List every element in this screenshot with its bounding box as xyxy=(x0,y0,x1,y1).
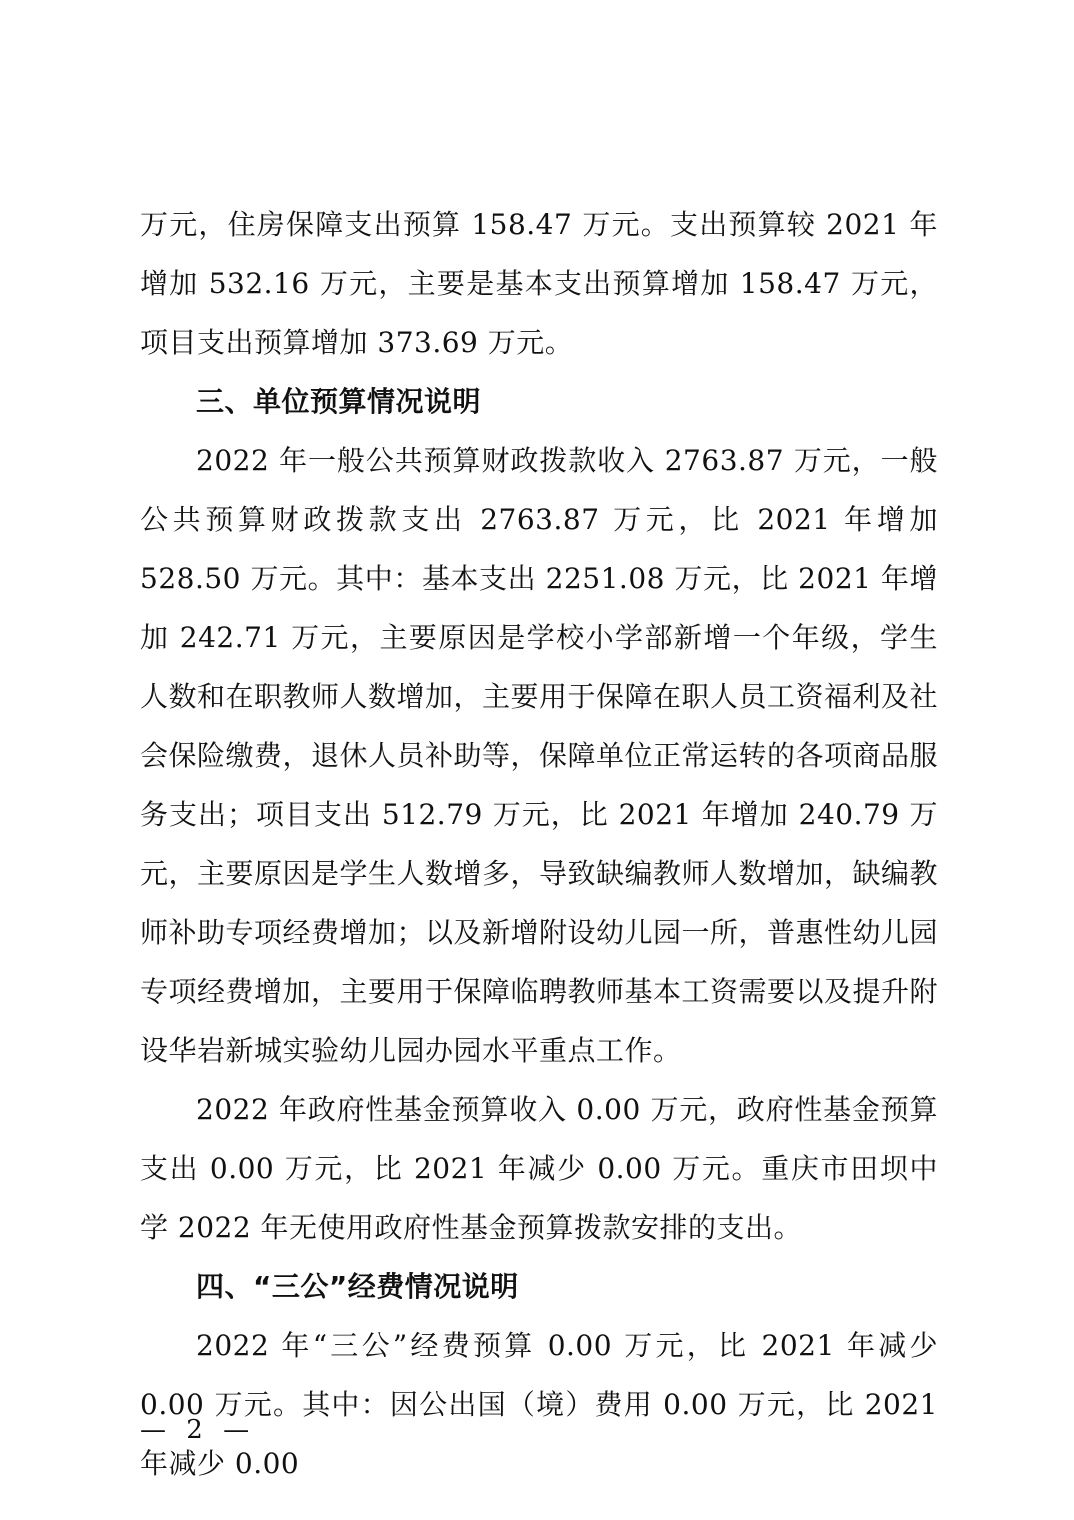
section-heading-unit-budget: 三、单位预算情况说明 xyxy=(196,385,482,418)
paragraph-government-fund: 2022 年政府性基金预算收入 0.00 万元，政府性基金预算支出 0.00 万元，比 2021 年减少 0.00 万元。重庆市田坝中学 2022 年无使用政府性基金预算拨款安排的支出。 xyxy=(140,1093,938,1244)
page-number: — 2 — xyxy=(140,1415,256,1445)
paragraph-continuation: 万元，住房保障支出预算 158.47 万元。支出预算较 2021 年增加 532.16 万元，主要是基本支出预算增加 158.47 万元，项目支出预算增加 373.69 万元。 xyxy=(140,208,938,359)
paragraph-three-public-expenses: 2022 年“三公”经费预算 0.00 万元，比 2021 年减少 0.00 万元。其中：因公出国（境）费用 0.00 万元，比 2021 年减少 0.00 xyxy=(140,1329,938,1480)
section-heading-three-public: 四、“三公”经费情况说明 xyxy=(196,1270,519,1303)
paragraph-general-budget: 2022 年一般公共预算财政拨款收入 2763.87 万元，一般公共预算财政拨款支出 2763.87 万元，比 2021 年增加 528.50 万元。其中：基本支出 2251.08 万元，比 2021 年增加 242.71 万元，主要原因是学校小学部新增一个年级，学生人数和在职教师人数增加，主要用于保障在职人员工资福利及社会保险缴费，退休人员补助等，保障单位正常运转的各项商品服务支出；项目支出 512.79 万元，比 2021 年增加 240.79 万元，主要原因是学生人数增多，导致缺编教师人数增加，缺编教师补助专项经费增加；以及新增附设幼儿园一所，普惠性幼儿园专项经费增加，主要用于保障临聘教师基本工资需要以及提升附设华岩新城实验幼儿园办园水平重点工作。 xyxy=(140,444,939,1067)
document-body xyxy=(140,195,938,1493)
